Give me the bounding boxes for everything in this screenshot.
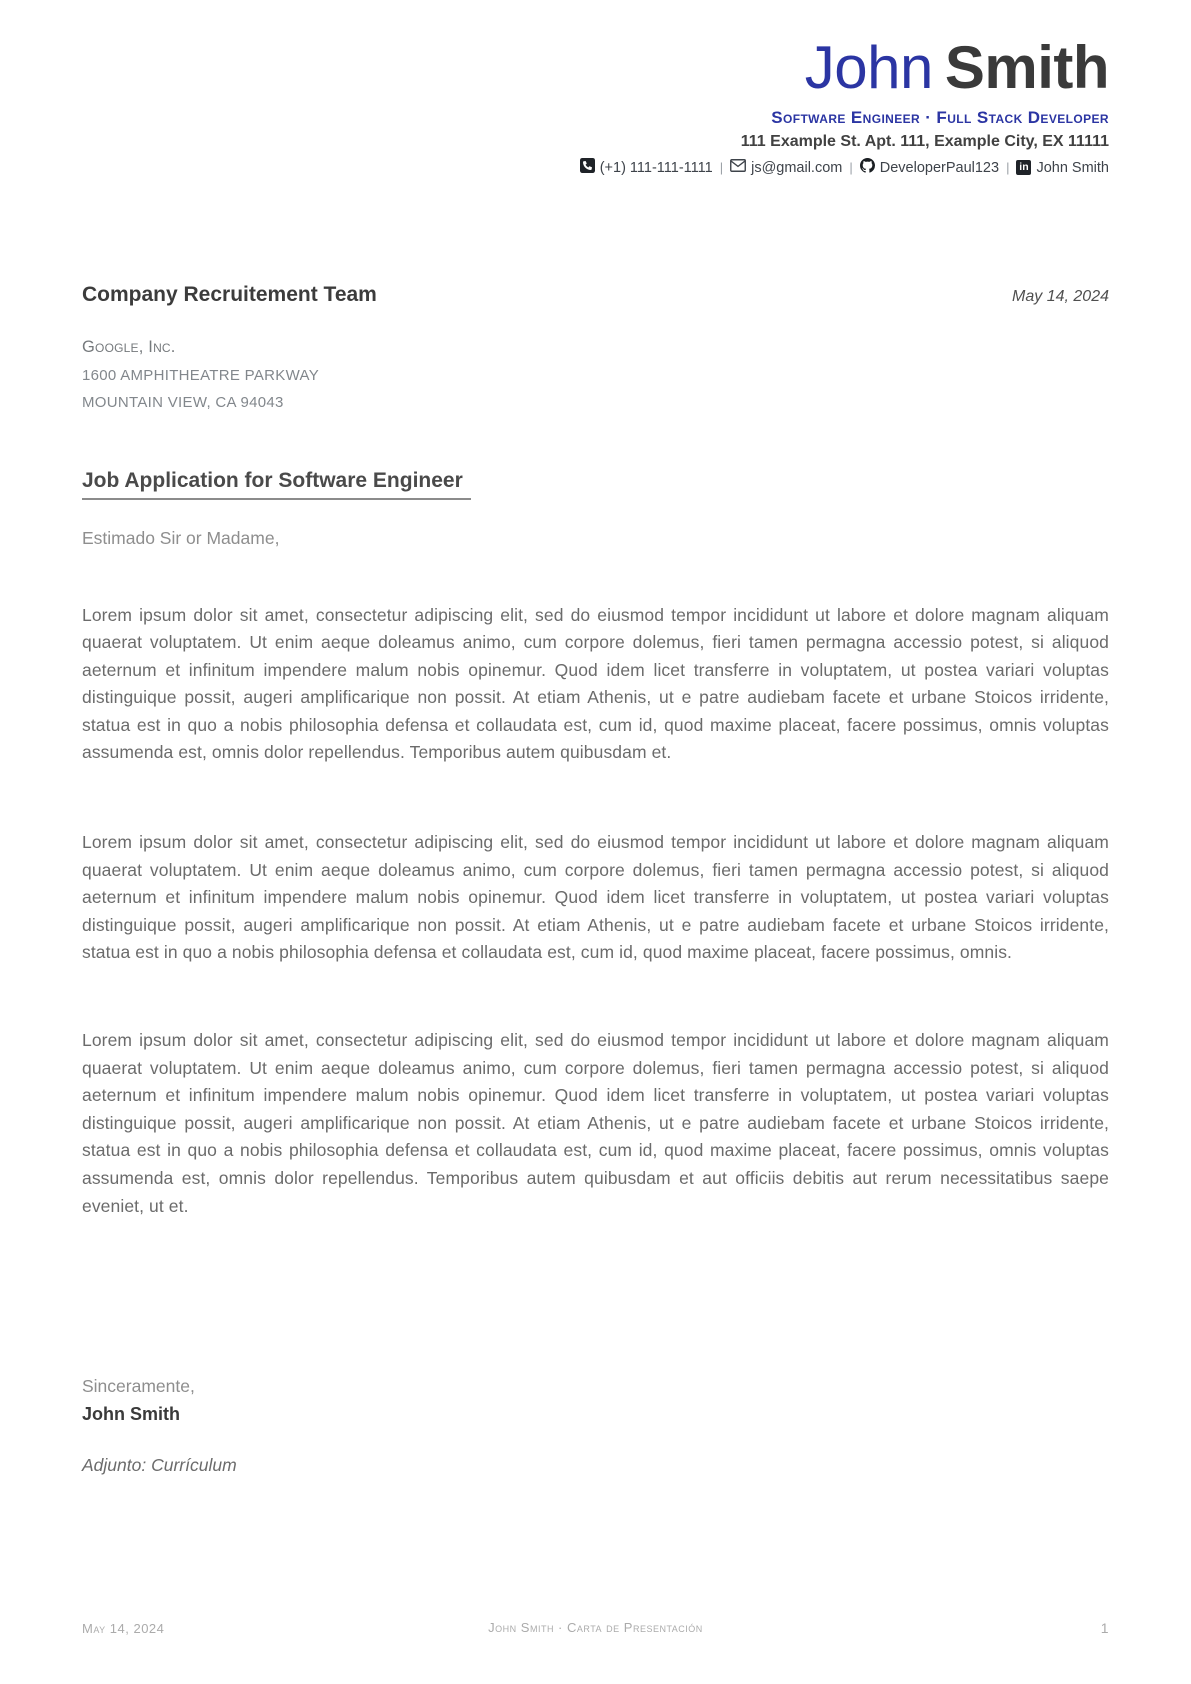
enclosure-note: Adjunto: Currículum xyxy=(82,1455,237,1475)
company-address-line-1: 1600 AMPHITHEATRE PARKWAY xyxy=(82,366,320,384)
footer-date: May 14, 2024 xyxy=(82,1621,165,1636)
page-footer xyxy=(82,1620,1109,1636)
letter-subject: Job Application for Software Engineer xyxy=(82,469,471,500)
separator: | xyxy=(1006,160,1010,175)
email-icon xyxy=(730,159,746,176)
home-address: 111 Example St. Apt. 111, Example City, EX 11111 xyxy=(740,133,1109,150)
github-handle[interactable]: DeveloperPaul123 xyxy=(879,159,1000,176)
company-name: Google, Inc. xyxy=(82,338,176,356)
phone-contact xyxy=(580,158,713,177)
email-address[interactable]: js@gmail.com xyxy=(751,159,843,176)
email-contact xyxy=(730,159,842,176)
letter-header xyxy=(82,0,1109,177)
first-name: John xyxy=(804,34,933,101)
contact-line xyxy=(82,158,1109,177)
company-address-block xyxy=(82,334,1109,417)
company-address-line-2: MOUNTAIN VIEW, CA 94043 xyxy=(82,394,284,411)
github-icon xyxy=(860,158,875,177)
phone-number[interactable]: (+1) 111-111-1111 xyxy=(599,159,713,176)
recipient-row xyxy=(82,283,1109,307)
position-subtitle: Software Engineer · Full Stack Developer xyxy=(771,108,1109,127)
enclosure-block xyxy=(82,1455,237,1476)
github-contact xyxy=(860,158,999,177)
greeting: Estimado Sir or Madame, xyxy=(82,527,280,548)
letter-date: May 14, 2024 xyxy=(1012,288,1109,305)
phone-icon xyxy=(580,158,595,177)
linkedin-name[interactable]: John Smith xyxy=(1036,159,1109,176)
separator: | xyxy=(719,160,724,175)
closing-block xyxy=(82,1376,195,1425)
recipient-title: Company Recruitement Team xyxy=(82,283,377,306)
linkedin-icon: in xyxy=(1016,160,1031,175)
closing-phrase: Sinceramente, xyxy=(82,1376,195,1396)
person-name xyxy=(82,36,1109,99)
subject-wrap xyxy=(82,469,1109,500)
signature-name: John Smith xyxy=(82,1404,180,1424)
body-paragraph: Lorem ipsum dolor sit amet, consectetur adipiscing elit, sed do eiusmod tempor incididunt ut labore et dolore magnam aliquam quaerat voluptatem. Ut enim aeque doleamus animo, cum corpore dolemus, fieri tamen permagna accessio potest, si aliquod aeternum et infinitum impendere malum nobis opinemur. Quod idem licet transferre in voluptatem, ut postea variari voluptas distinguique possit, augeri amplificarique non possit. At etiam Athenis, ut e patre audiebam facete et urbane Stoicos irridente, statua est in quo a nobis philosophia defensa et collaudata est, cum id, quod maxime placeat, facere possimus, omnis voluptas assumenda est, omnis dolor repellendus. Temporibus autem quibusdam et. xyxy=(82,604,1109,763)
footer-title: John Smith · Carta de Presentación xyxy=(488,1620,703,1635)
body-paragraph: Lorem ipsum dolor sit amet, consectetur adipiscing elit, sed do eiusmod tempor incididunt ut labore et dolore magnam aliquam quaerat voluptatem. Ut enim aeque doleamus animo, cum corpore dolemus, fieri tamen permagna accessio potest, si aliquod aeternum et infinitum impendere malum nobis opinemur. Quod idem licet transferre in voluptatem, ut postea variari voluptas distinguique possit, augeri amplificarique non possit. At etiam Athenis, ut e patre audiebam facete et urbane Stoicos irridente, statua est in quo a nobis philosophia defensa et collaudata est, cum id, quod maxime placeat, facere possimus, omnis. xyxy=(82,832,1109,963)
separator: | xyxy=(849,160,853,175)
body-paragraph: Lorem ipsum dolor sit amet, consectetur adipiscing elit, sed do eiusmod tempor incididunt ut labore et dolore magnam aliquam quaerat voluptatem. Ut enim aeque doleamus animo, cum corpore dolemus, fieri tamen permagna accessio potest, si aliquod aeternum et infinitum impendere malum nobis opinemur. Quod idem licet transferre in voluptatem, ut postea variari voluptas distinguique possit, augeri amplificarique non possit. At etiam Athenis, ut e patre audiebam facete et urbane Stoicos irridente, statua est in quo a nobis philosophia defensa et collaudata est, cum id, quod maxime placeat, facere possimus, omnis voluptas assumenda est, omnis dolor repellendus. Temporibus autem quibusdam et aut officiis debitis aut rerum necessitatibus saepe eveniet, ut et. xyxy=(82,1030,1109,1216)
last-name: Smith xyxy=(944,34,1109,101)
linkedin-contact xyxy=(1016,160,1109,176)
page-number: 1 xyxy=(1100,1620,1109,1636)
